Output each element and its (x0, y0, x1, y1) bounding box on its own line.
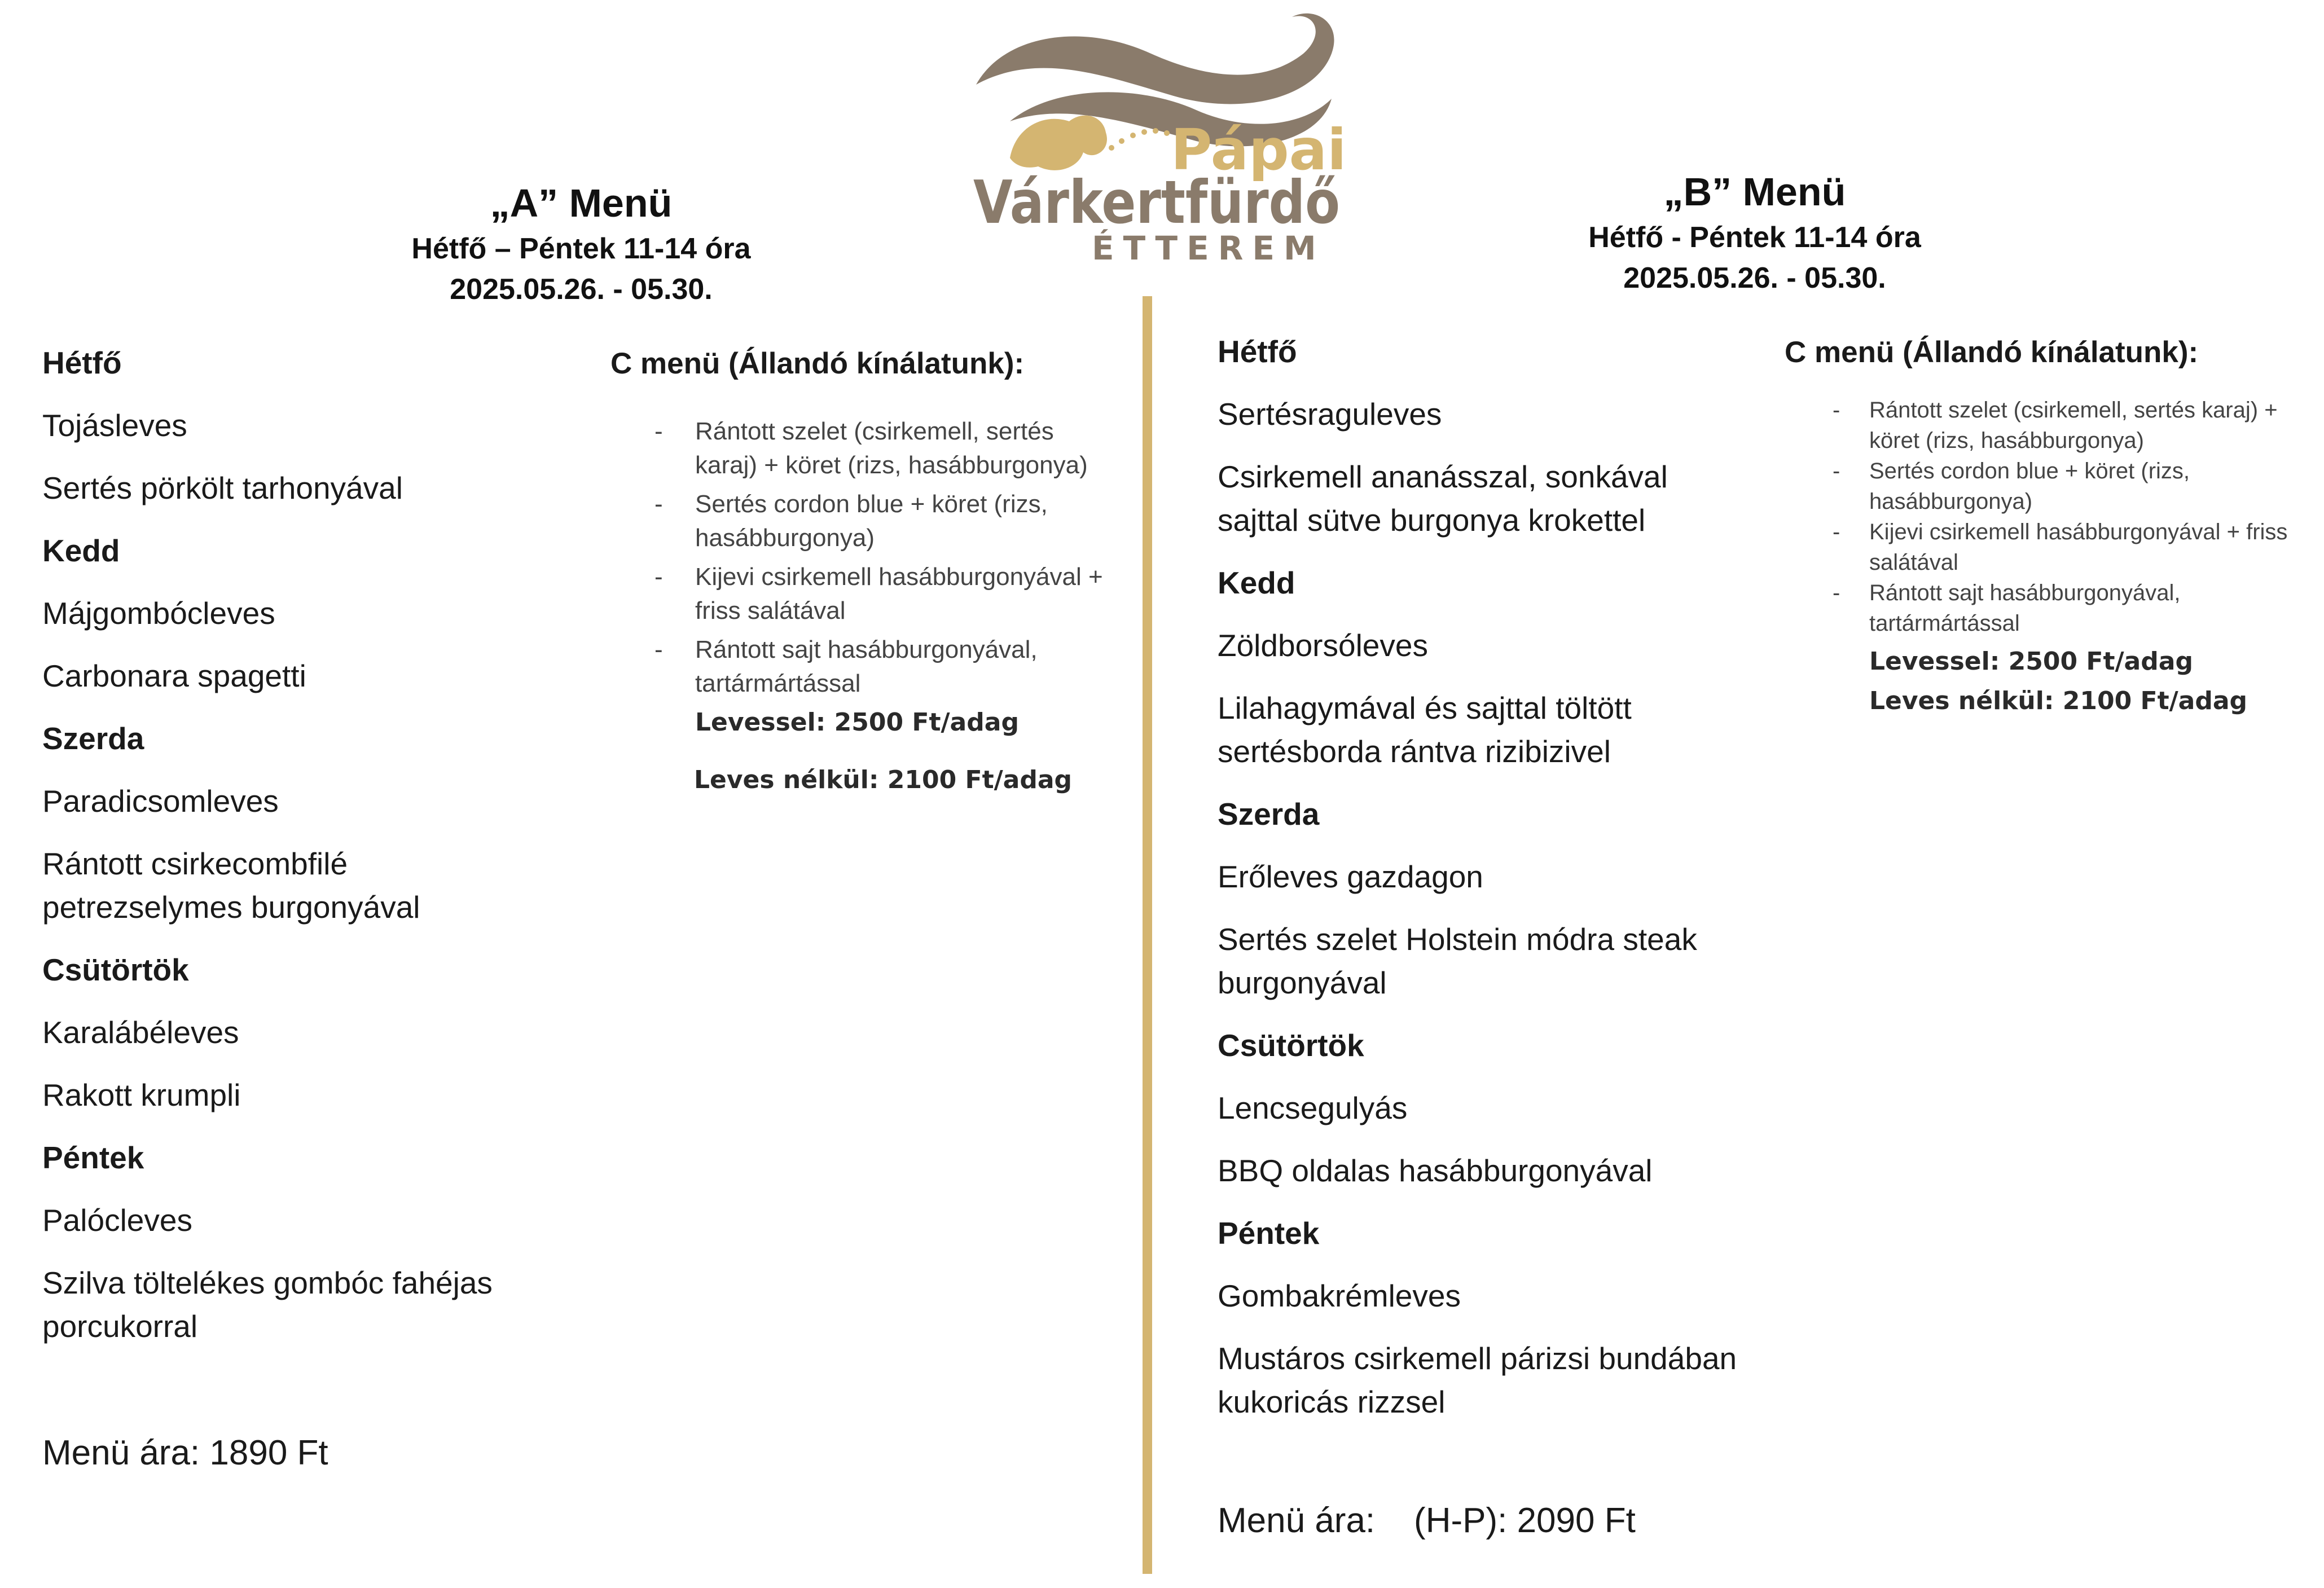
day-heading: Hétfő (1218, 334, 1297, 369)
menu-item: Lencsegulyás (1218, 1090, 1408, 1125)
day-heading: Szerda (1218, 797, 1320, 832)
menu-a-price: Menü ára: 1890 Ft (42, 1433, 328, 1472)
c-menu-item: - Rántott szelet (csirkemell, sertés karaj) + köret (rizs, hasábburgonya) (654, 417, 1088, 479)
menu-a-hours: Hétfő – Péntek 11-14 óra (411, 232, 751, 265)
c-menu-item: - Sertés cordon blue + köret (rizs, hasábburgonya) (1833, 459, 2190, 514)
menu-b-price: Menü ára: (H-P): 2090 Ft (1218, 1501, 1636, 1540)
menu-item: Sertésraguleves (1218, 397, 1442, 432)
c-menu-item: - Rántott szelet (csirkemell, sertés karaj) + köret (rizs, hasábburgonya) (1833, 398, 2278, 453)
menu-item: Rakott krumpli (42, 1077, 241, 1112)
menu-item: Carbonara spagetti (42, 658, 306, 693)
c-menu-item: - Rántott sajt hasábburgonyával, tartármártással (654, 636, 1038, 697)
menu-item: Lilahagymával és sajttal töltött sertésborda rántva rizibizivel (1218, 690, 1632, 769)
menu-item: Karalábéleves (42, 1015, 239, 1050)
menu-item: Palócleves (42, 1203, 192, 1238)
menu-a-header (350, 178, 812, 310)
menu-b-title: „B” Menü (1663, 170, 1846, 214)
day-heading: Péntek (1218, 1216, 1320, 1251)
c-menu-item: - Rántott sajt hasábburgonyával, tartármártással (1833, 580, 2181, 636)
menu-b-header (1523, 166, 1986, 298)
c-menu-item: - Kijevi csirkemell hasábburgonyával + friss salátával (1833, 520, 2288, 575)
c-menu-item: - Sertés cordon blue + köret (rizs, hasábburgonya) (654, 490, 1048, 552)
menu-item: Gombakrémleves (1218, 1278, 1461, 1313)
column-divider (1143, 296, 1152, 1574)
menu-item: Paradicsomleves (42, 784, 279, 819)
menu-item: BBQ oldalas hasábburgonyával (1218, 1153, 1653, 1188)
menu-item: Sertés pörkölt tarhonyával (42, 470, 403, 505)
menu-a-title: „A” Menü (490, 181, 673, 225)
c-menu-b-list (1785, 395, 2321, 639)
menu-item: Rántott csirkecombfilé petrezselymes burgonyával (42, 846, 420, 925)
menu-item: Sertés szelet Holstein módra steak burgonyával (1218, 922, 1697, 1000)
c-menu-a-price-without-soup: Leves nélkül: 2100 Ft/adag (694, 766, 1073, 794)
c-menu-a (610, 344, 1118, 797)
menu-item: Szilva töltelékes gombóc fahéjas porcukorral (42, 1265, 493, 1344)
c-menu-b-price-with-soup: Levessel: 2500 Ft/adag (1869, 647, 2193, 676)
menu-b-hours: Hétfő - Péntek 11-14 óra (1588, 221, 1921, 254)
logo-text-varkertfurdo: Várkertfürdő (973, 168, 1340, 237)
c-menu-b (1785, 333, 2321, 721)
menu-a-dates: 2025.05.26. - 05.30. (450, 273, 713, 306)
day-heading: Hétfő (42, 345, 122, 380)
day-heading: Kedd (1218, 565, 1295, 600)
day-heading: Csütörtök (42, 952, 189, 987)
menu-item: Tojásleves (42, 408, 187, 443)
menu-item: Erőleves gazdagon (1218, 859, 1483, 894)
c-menu-a-title: C menü (Állandó kínálatunk): (610, 347, 1025, 380)
c-menu-b-price-without-soup: Leves nélkül: 2100 Ft/adag (1869, 687, 2248, 715)
day-heading: Szerda (42, 721, 144, 756)
c-menu-a-list (610, 415, 1118, 701)
c-menu-b-title: C menü (Állandó kínálatunk): (1785, 336, 2199, 369)
stars-decoration (1109, 128, 1170, 151)
day-heading: Csütörtök (1218, 1028, 1364, 1063)
day-heading: Péntek (42, 1140, 144, 1175)
menu-b-dates: 2025.05.26. - 05.30. (1623, 262, 1886, 294)
menu-item: Májgombócleves (42, 596, 275, 631)
menu-item: Zöldborsóleves (1218, 628, 1428, 663)
menu-item: Csirkemell ananásszal, sonkával sajttal sütve burgonya krokettel (1218, 459, 1668, 538)
day-heading: Kedd (42, 533, 120, 568)
logo-text-papai: Pápai (1171, 117, 1347, 183)
c-menu-item: - Kijevi csirkemell hasábburgonyával + friss salátával (654, 563, 1103, 624)
logo-graphic (970, 0, 1365, 271)
logo-text-etterem: ÉTTEREM (1092, 229, 1325, 267)
restaurant-logo (970, 0, 1365, 271)
c-menu-a-price-with-soup: Levessel: 2500 Ft/adag (695, 708, 1019, 737)
menu-item: Mustáros csirkemell párizsi bundában kukoricás rizzsel (1218, 1341, 1737, 1419)
